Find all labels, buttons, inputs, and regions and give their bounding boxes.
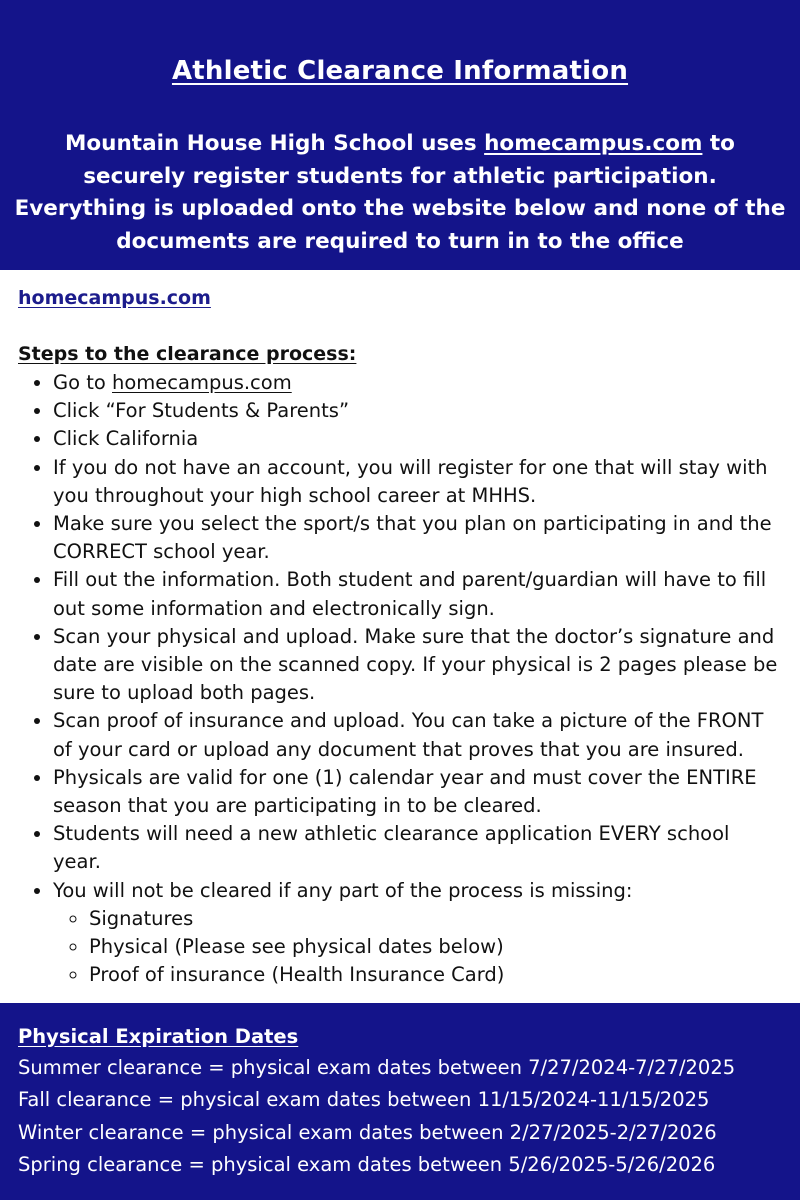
step-item: • Click California (53, 425, 782, 453)
step-item: • Scan proof of insurance and upload. You can take a picture of the FRONT of your card or upload any document that proves that you are insured. (53, 707, 782, 763)
intro-text-start: Mountain House High School uses (65, 131, 485, 156)
intro-homecampus-link[interactable]: homecampus.com (484, 131, 703, 156)
step-item: • Scan your physical and upload. Make sure that the doctor’s signature and date are visible on the scanned copy. If your physical is 2 pages please be sure to upload both pages. (53, 623, 782, 708)
intro-text (14, 128, 786, 258)
winter-clearance-line: Winter clearance = physical exam dates between 2/27/2025-2/27/2026 (18, 1120, 717, 1144)
homecampus-link[interactable]: homecampus.com (18, 287, 211, 309)
step-item: • Make sure you select the sport/s that you plan on participating in and the CORRECT school year. (53, 510, 782, 566)
step-item: • Physicals are valid for one (1) calendar year and must cover the ENTIRE season that you are participating in to be cleared. (53, 764, 782, 820)
spring-clearance-line: Spring clearance = physical exam dates between 5/26/2025-5/26/2026 (18, 1152, 716, 1176)
step-item-missing (53, 877, 782, 990)
steps-list (18, 369, 782, 989)
step-item: • If you do not have an account, you will register for one that will stay with you throughout your high school career at MHHS. (53, 454, 782, 510)
summer-clearance-line: Summer clearance = physical exam dates between 7/27/2024-7/27/2025 (18, 1056, 736, 1079)
intro-text-end: to securely register students for athletic participation. Everything is uploaded onto the website below and none of the documents are required to turn in to the office (14, 131, 786, 254)
header-banner (0, 0, 800, 270)
step-homecampus-link[interactable]: homecampus.com (112, 371, 292, 394)
footer-banner (0, 1003, 800, 1200)
missing-item: ◦ Proof of insurance (Health Insurance Card) (89, 961, 782, 989)
missing-items-list (53, 905, 782, 990)
missing-item: ◦ Physical (Please see physical dates below) (89, 933, 782, 961)
expiration-dates-title: Physical Expiration Dates (18, 1025, 299, 1048)
step-go-to-text: Go to (53, 371, 113, 394)
page-title: Athletic Clearance Information (171, 56, 629, 86)
step-item: • Fill out the information. Both student and parent/guardian will have to fill out some information and electronically sign. (53, 566, 782, 622)
step-missing-text: You will not be cleared if any part of the process is missing: (53, 878, 633, 902)
steps-title: Steps to the clearance process: (18, 343, 357, 365)
expiration-dates-list (18, 1052, 782, 1181)
main-content (0, 270, 800, 1003)
step-item (53, 369, 782, 397)
step-item: • Students will need a new athletic clearance application EVERY school year. (53, 820, 782, 876)
step-item: • Click “For Students & Parents” (53, 397, 782, 425)
fall-clearance-line: Fall clearance = physical exam dates between 11/15/2024-11/15/2025 (18, 1088, 710, 1112)
missing-item: ◦ Signatures (89, 905, 782, 933)
